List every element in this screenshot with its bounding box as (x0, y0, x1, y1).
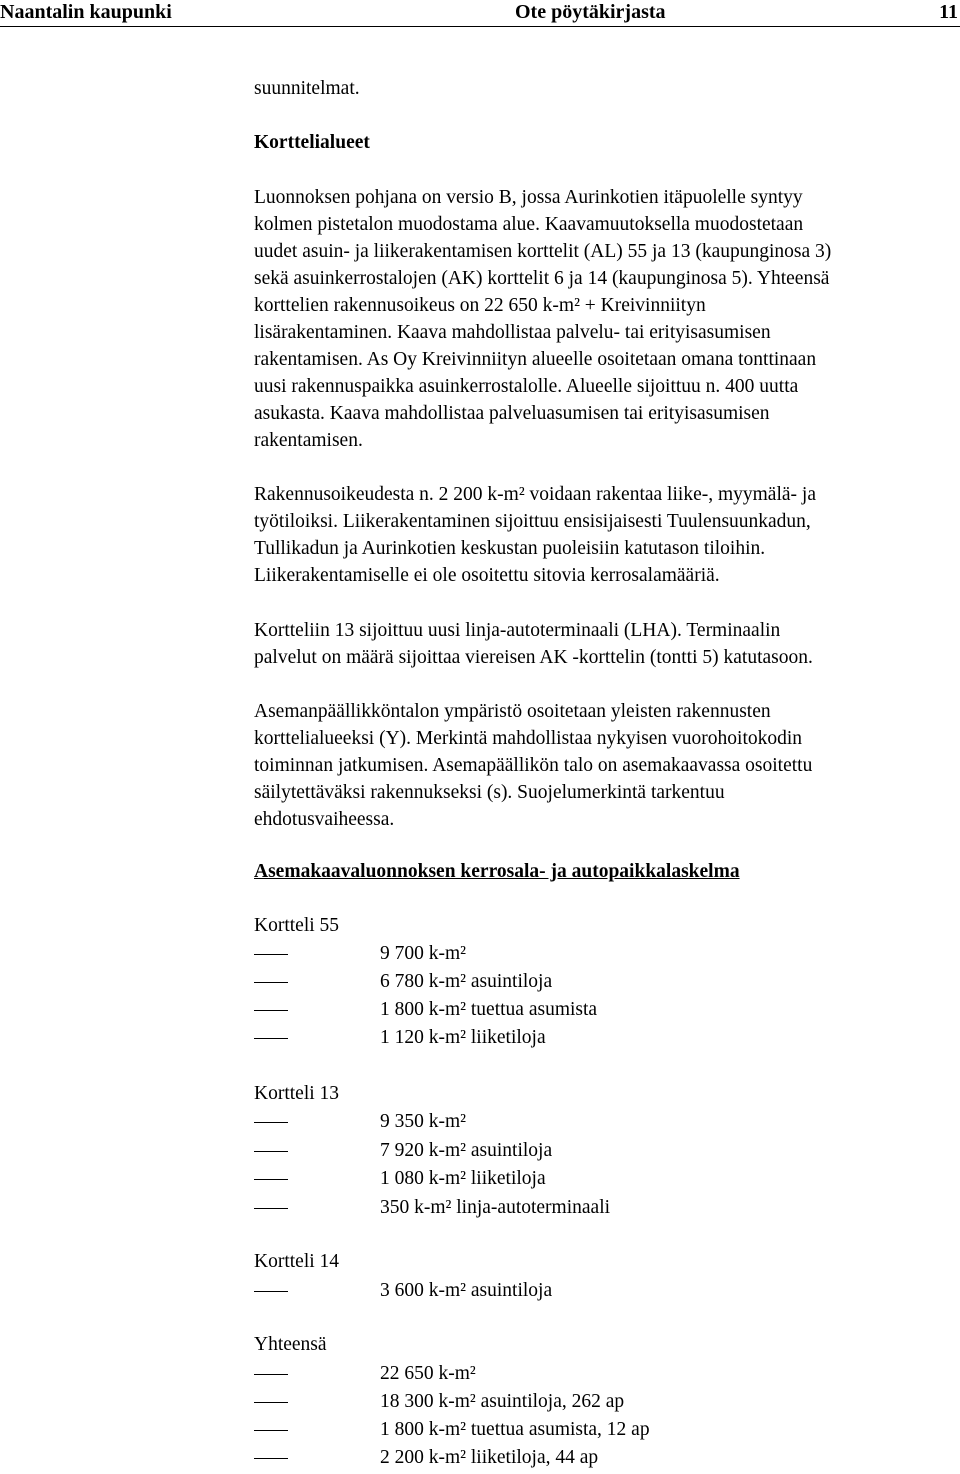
list-item: 9 700 k-m² (254, 942, 854, 966)
header-page-number: 11 (939, 1, 958, 23)
calculation-heading: Asemakaavaluonnoksen kerrosala- ja autopaikkalaskelma (254, 861, 740, 882)
paragraph-line: korttelialueeksi (Y). Merkintä mahdollistaa nykyisen vuorohoitokodin (254, 728, 803, 749)
block-title-kortteli-55: Kortteli 55 (254, 915, 340, 936)
block-title-kortteli-13: Kortteli 13 (254, 1083, 340, 1104)
section-heading: Korttelialueet (254, 132, 370, 153)
dash-bullet (254, 982, 288, 983)
paragraph-line: Asemanpäällikköntalon ympäristö osoitetaan yleisten rakennusten (254, 701, 771, 722)
dash-bullet (254, 1430, 288, 1431)
header-organization: Naantalin kaupunki (0, 1, 172, 23)
paragraph-line: Rakennusoikeudesta n. 2 200 k-m² voidaan rakentaa liike-, myymälä- ja (254, 484, 816, 505)
paragraph-line: Luonnoksen pohjana on versio B, jossa Aurinkotien itäpuolelle syntyy (254, 187, 803, 208)
dash-bullet (254, 1179, 288, 1180)
header-divider (0, 26, 960, 27)
list-item: 7 920 k-m² asuintiloja (254, 1139, 854, 1163)
dash-bullet (254, 1458, 288, 1459)
paragraph-line: ehdotusvaiheessa. (254, 809, 395, 830)
paragraph-line: uudet asuin- ja liikerakentamisen korttelit (AL) 55 ja 13 (kaupunginosa 3) (254, 241, 832, 262)
list-item: 1 080 k-m² liiketiloja (254, 1167, 854, 1191)
paragraph-line: säilytettäväksi rakennukseksi (s). Suojelumerkintä tarkentuu (254, 782, 725, 803)
block-title-kortteli-14: Kortteli 14 (254, 1251, 340, 1272)
dash-bullet (254, 1374, 288, 1375)
dash-bullet (254, 1291, 288, 1292)
paragraph-line: rakentamisen. As Oy Kreivinniityn alueelle osoitetaan omana tonttinaan (254, 349, 817, 370)
paragraph-line: uusi rakennuspaikka asuinkerrostalolle. Alueelle sijoittuu n. 400 uutta (254, 376, 799, 397)
list-item: 1 120 k-m² liiketiloja (254, 1026, 854, 1050)
list-item: 6 780 k-m² asuintiloja (254, 970, 854, 994)
dash-bullet (254, 1038, 288, 1039)
paragraph-line: lisärakentaminen. Kaava mahdollistaa palvelu- tai erityisasumisen (254, 322, 771, 343)
block-title-total: Yhteensä (254, 1334, 327, 1355)
dash-bullet (254, 954, 288, 955)
dash-bullet (254, 1010, 288, 1011)
list-item: 1 800 k-m² tuettua asumista, 12 ap (254, 1418, 854, 1442)
paragraph-line: korttelien rakennusoikeus on 22 650 k-m² + Kreivinniityn (254, 295, 706, 316)
list-item: 9 350 k-m² (254, 1110, 854, 1134)
header-document-type: Ote pöytäkirjasta (515, 1, 666, 23)
dash-bullet (254, 1122, 288, 1123)
dash-bullet (254, 1208, 288, 1209)
paragraph-line: palvelut on määrä sijoittaa viereisen AK -korttelin (tontti 5) katutasoon. (254, 647, 813, 668)
paragraph-line: Tullikadun ja Aurinkotien keskustan puoleisiin katutason tiloihin. (254, 538, 766, 559)
dash-bullet (254, 1151, 288, 1152)
page-header (0, 0, 960, 26)
list-item: 3 600 k-m² asuintiloja (254, 1279, 854, 1303)
list-item: 1 800 k-m² tuettua asumista (254, 998, 854, 1022)
list-item: 18 300 k-m² asuintiloja, 262 ap (254, 1390, 854, 1414)
paragraph-line: Kortteliin 13 sijoittuu uusi linja-autoterminaali (LHA). Terminaalin (254, 620, 781, 641)
paragraph-line: kolmen pistetalon muodostama alue. Kaavamuutoksella muodostetaan (254, 214, 804, 235)
paragraph-line: asukasta. Kaava mahdollistaa palveluasumisen tai erityisasumisen (254, 403, 770, 424)
paragraph-line: toiminnan jatkumisen. Asemapäällikön talo on asemakaavassa osoitettu (254, 755, 813, 776)
paragraph-line: rakentamisen. (254, 430, 363, 451)
list-item: 22 650 k-m² (254, 1362, 854, 1386)
intro-fragment: suunnitelmat. (254, 78, 360, 99)
list-item: 350 k-m² linja-autoterminaali (254, 1196, 854, 1220)
paragraph-line: työtiloiksi. Liikerakentaminen sijoittuu ensisijaisesti Tuulensuunkadun, (254, 511, 811, 532)
dash-bullet (254, 1402, 288, 1403)
list-item: 2 200 k-m² liiketiloja, 44 ap (254, 1446, 854, 1470)
paragraph-line: sekä asuinkerrostalojen (AK) korttelit 6 ja 14 (kaupunginosa 5). Yhteensä (254, 268, 830, 289)
paragraph-line: Liikerakentamiselle ei ole osoitettu sitovia kerrosalamääriä. (254, 565, 720, 586)
